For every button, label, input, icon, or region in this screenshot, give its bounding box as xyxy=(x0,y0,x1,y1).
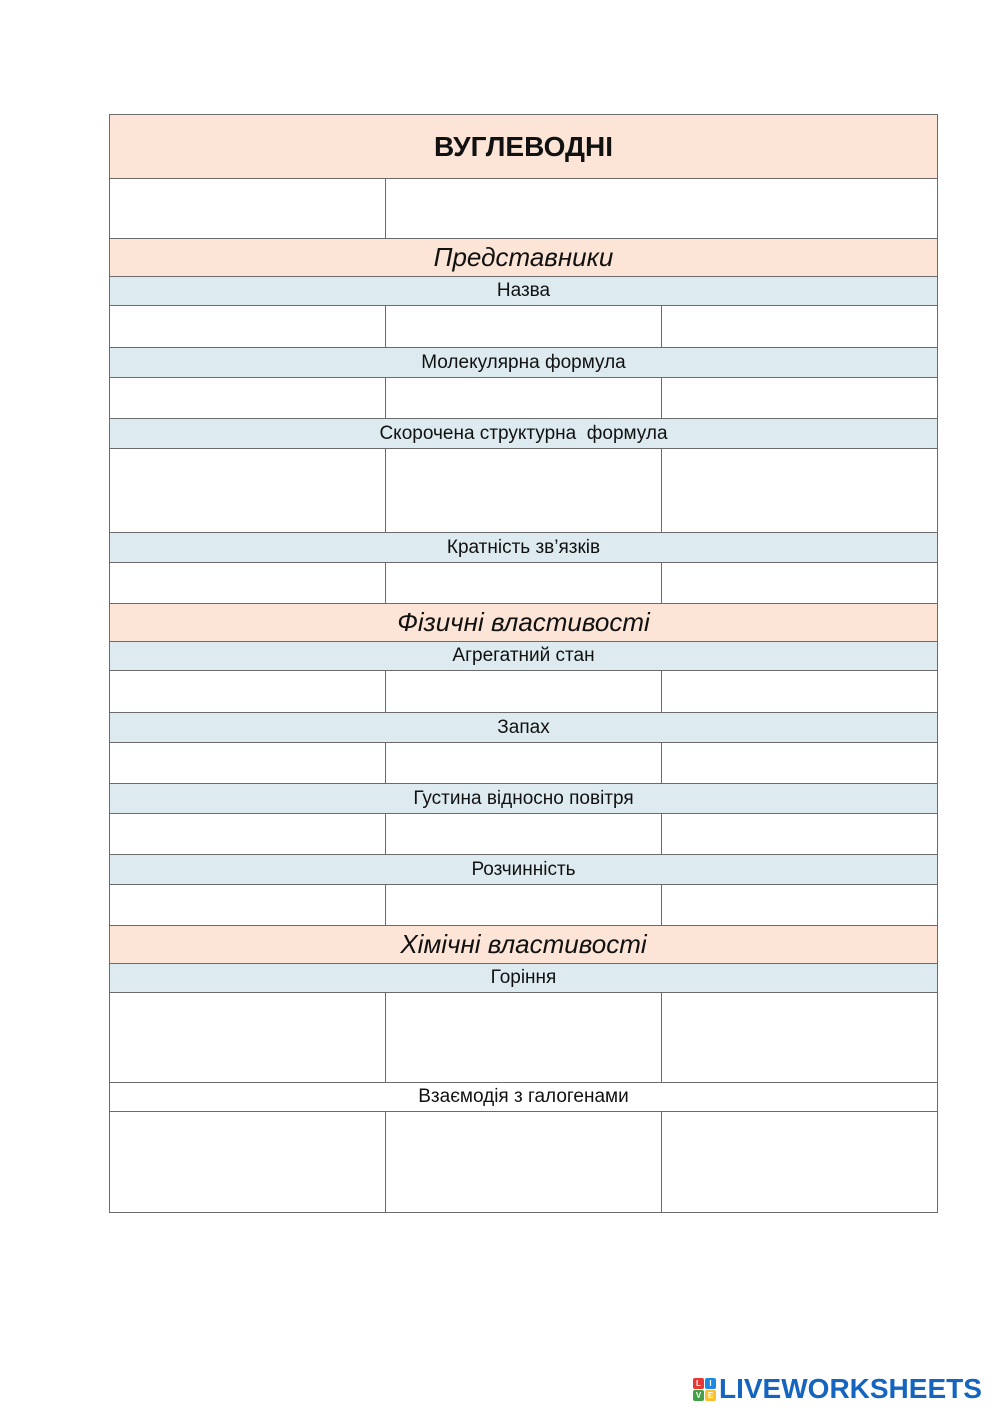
worksheet-title: ВУГЛЕВОДНІ xyxy=(110,115,938,179)
answer-cell[interactable] xyxy=(386,179,938,239)
answer-cell[interactable] xyxy=(662,449,938,533)
liveworksheets-logo xyxy=(693,1374,982,1404)
answer-cell[interactable] xyxy=(386,563,662,604)
label-solubility: Розчинність xyxy=(110,855,938,885)
answer-cell[interactable] xyxy=(110,743,386,784)
answer-cell[interactable] xyxy=(110,993,386,1083)
logo-text: LIVEWORKSHEETS xyxy=(719,1373,982,1404)
answer-cell[interactable] xyxy=(110,1112,386,1213)
section-chemical: Хімічні властивості xyxy=(110,926,938,964)
answer-cell[interactable] xyxy=(662,885,938,926)
answer-cell[interactable] xyxy=(110,378,386,419)
answer-cell[interactable] xyxy=(110,814,386,855)
label-name: Назва xyxy=(110,277,938,306)
answer-cell[interactable] xyxy=(386,306,662,348)
answer-cell[interactable] xyxy=(662,814,938,855)
section-physical: Фізичні властивості xyxy=(110,604,938,642)
label-structural-formula: Скорочена структурна формула xyxy=(110,419,938,449)
liveworksheets-logo-icon: L I V E xyxy=(693,1378,716,1401)
answer-cell[interactable] xyxy=(110,885,386,926)
label-molecular-formula: Молекулярна формула xyxy=(110,348,938,378)
answer-cell[interactable] xyxy=(386,885,662,926)
worksheet-table xyxy=(109,114,938,1213)
answer-cell[interactable] xyxy=(386,449,662,533)
answer-cell[interactable] xyxy=(110,671,386,713)
answer-cell[interactable] xyxy=(662,306,938,348)
answer-cell[interactable] xyxy=(662,743,938,784)
label-smell: Запах xyxy=(110,713,938,743)
label-combustion: Горіння xyxy=(110,964,938,993)
answer-cell[interactable] xyxy=(386,1112,662,1213)
answer-cell[interactable] xyxy=(662,671,938,713)
answer-cell[interactable] xyxy=(386,993,662,1083)
answer-cell[interactable] xyxy=(662,993,938,1083)
answer-cell[interactable] xyxy=(110,306,386,348)
answer-cell[interactable] xyxy=(110,179,386,239)
answer-cell[interactable] xyxy=(386,378,662,419)
answer-cell[interactable] xyxy=(110,449,386,533)
section-representatives: Представники xyxy=(110,239,938,277)
answer-cell[interactable] xyxy=(110,563,386,604)
label-density: Густина відносно повітря xyxy=(110,784,938,814)
label-bond-multiplicity: Кратність зв’язків xyxy=(110,533,938,563)
answer-cell[interactable] xyxy=(662,1112,938,1213)
answer-cell[interactable] xyxy=(662,563,938,604)
answer-cell[interactable] xyxy=(386,671,662,713)
answer-cell[interactable] xyxy=(386,743,662,784)
label-halogens: Взаємодія з галогенами xyxy=(110,1083,938,1112)
label-state: Агрегатний стан xyxy=(110,642,938,671)
answer-cell[interactable] xyxy=(662,378,938,419)
answer-cell[interactable] xyxy=(386,814,662,855)
